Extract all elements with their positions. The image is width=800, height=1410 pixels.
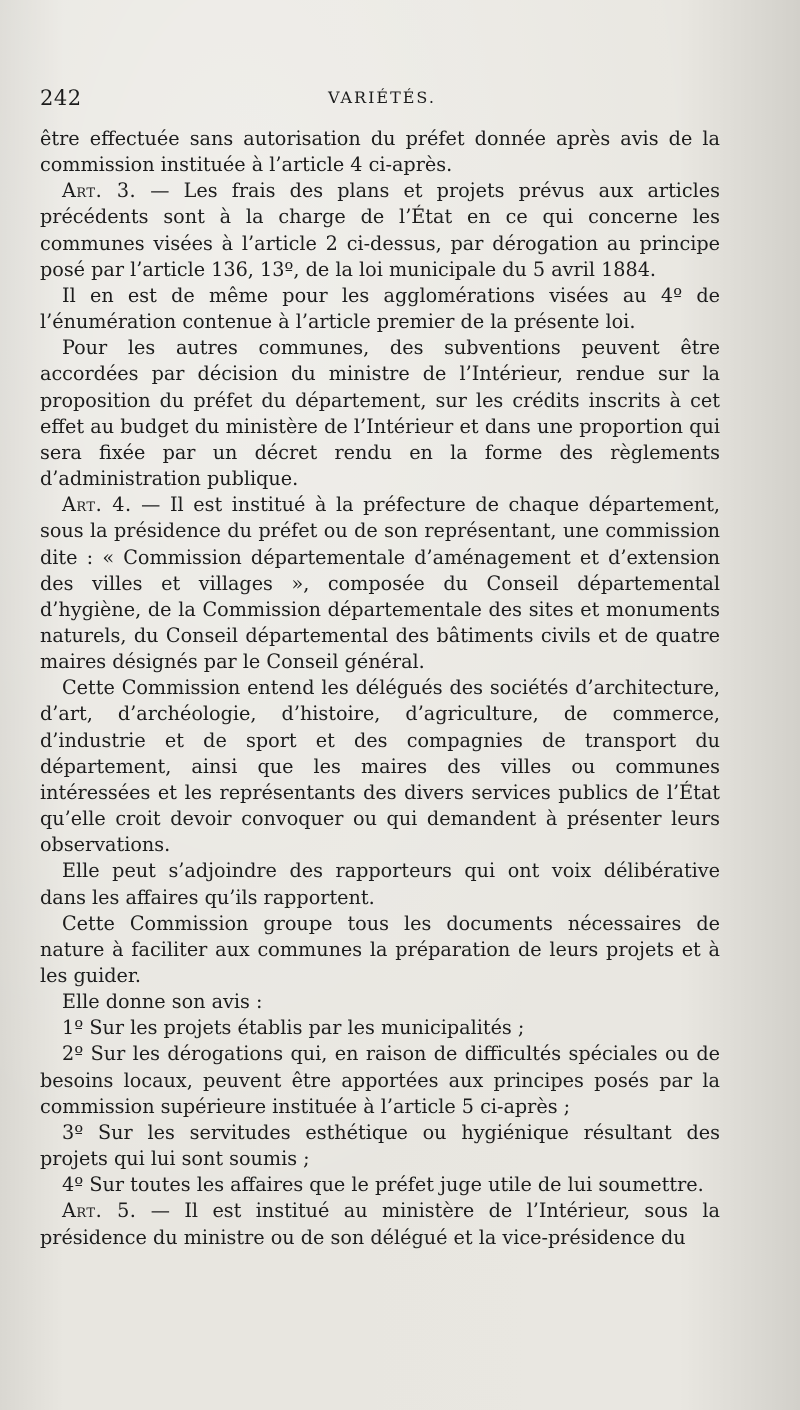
paragraph-article-4: Art. 4. — Il est institué à la préfecture de chaque département, sous la présidence du préfet ou de son représentant, une commission dite : « Commission départementale d’aménagement et d’extension des villes et villages », composée du Conseil départemental d’hygiène, de la Commission départementale des sites et monuments naturels, du Conseil départemental des bâtiments civils et de quatre maires désignés par le Conseil général. [40,493,720,674]
body-text [40,126,720,1251]
paragraph: Cette Commission groupe tous les documents nécessaires de nature à faciliter aux communes la préparation de leurs projets et à les guider. [40,911,720,987]
list-item: 1º Sur les projets établis par les municipalités ; [62,1016,525,1040]
paragraph: Il en est de même pour les agglomérations visées au 4º de l’énumération contenue à l’article premier de la présente loi. [40,283,720,334]
paragraph-continuation: être effectuée sans autorisation du préfet donnée après avis de la commission instituée à l’article 4 ci-après. [40,127,720,177]
paragraph: Elle donne son avis : [62,990,263,1014]
running-head: VARIÉTÉS. [328,88,436,107]
paragraph-article-5: Art. 5. — Il est institué au ministère de l’Intérieur, sous la présidence du ministre ou de son délégué et la vice-présidence du [40,1199,720,1249]
article-label: Art. 4. [62,493,132,517]
page-header [40,86,730,112]
article-label: Art. 5. [62,1199,137,1223]
paragraph: Pour les autres communes, des subventions peuvent être accordées par décision du ministre de l’Intérieur, rendue sur la proposition du préfet du département, sur les crédits inscrits à cet effet au budget du ministère de l’Intérieur et dans une proportion qui sera fixée par un décret rendu en la forme des règlements d’administration publique. [40,336,720,491]
article-label: Art. 3. [62,179,137,203]
list-item: 3º Sur les servitudes esthétique ou hygiénique résultant des projets qui lui sont soumis ; [40,1120,720,1171]
paragraph: Elle peut s’adjoindre des rapporteurs qui ont voix délibérative dans les affaires qu’ils rapportent. [40,859,720,909]
page-number: 242 [40,86,82,110]
paragraph-article-3: Art. 3. — Les frais des plans et projets prévus aux articles précédents sont à la charge de l’État en ce qui concerne les communes visées à l’article 2 ci-dessus, par dérogation au principe posé par l’article 136, 13º, de la loi municipale du 5 avril 1884. [40,179,720,281]
list-item: 2º Sur les dérogations qui, en raison de difficultés spéciales ou de besoins locaux, peuvent être apportées aux principes posés par la commission supérieure instituée à l’article 5 ci-après ; [40,1042,720,1118]
list-item: 4º Sur toutes les affaires que le préfet juge utile de lui soumettre. [62,1173,704,1197]
paragraph: Cette Commission entend les délégués des sociétés d’architecture, d’art, d’archéologie, d’histoire, d’agriculture, de commerce, d’industrie et de sport et des compagnies de transport du département, ainsi que les maires des villes ou communes intéressées et les représentants des divers services publics de l’État qu’elle croit devoir convoquer ou qui demandent à présenter leurs observations. [40,676,720,857]
